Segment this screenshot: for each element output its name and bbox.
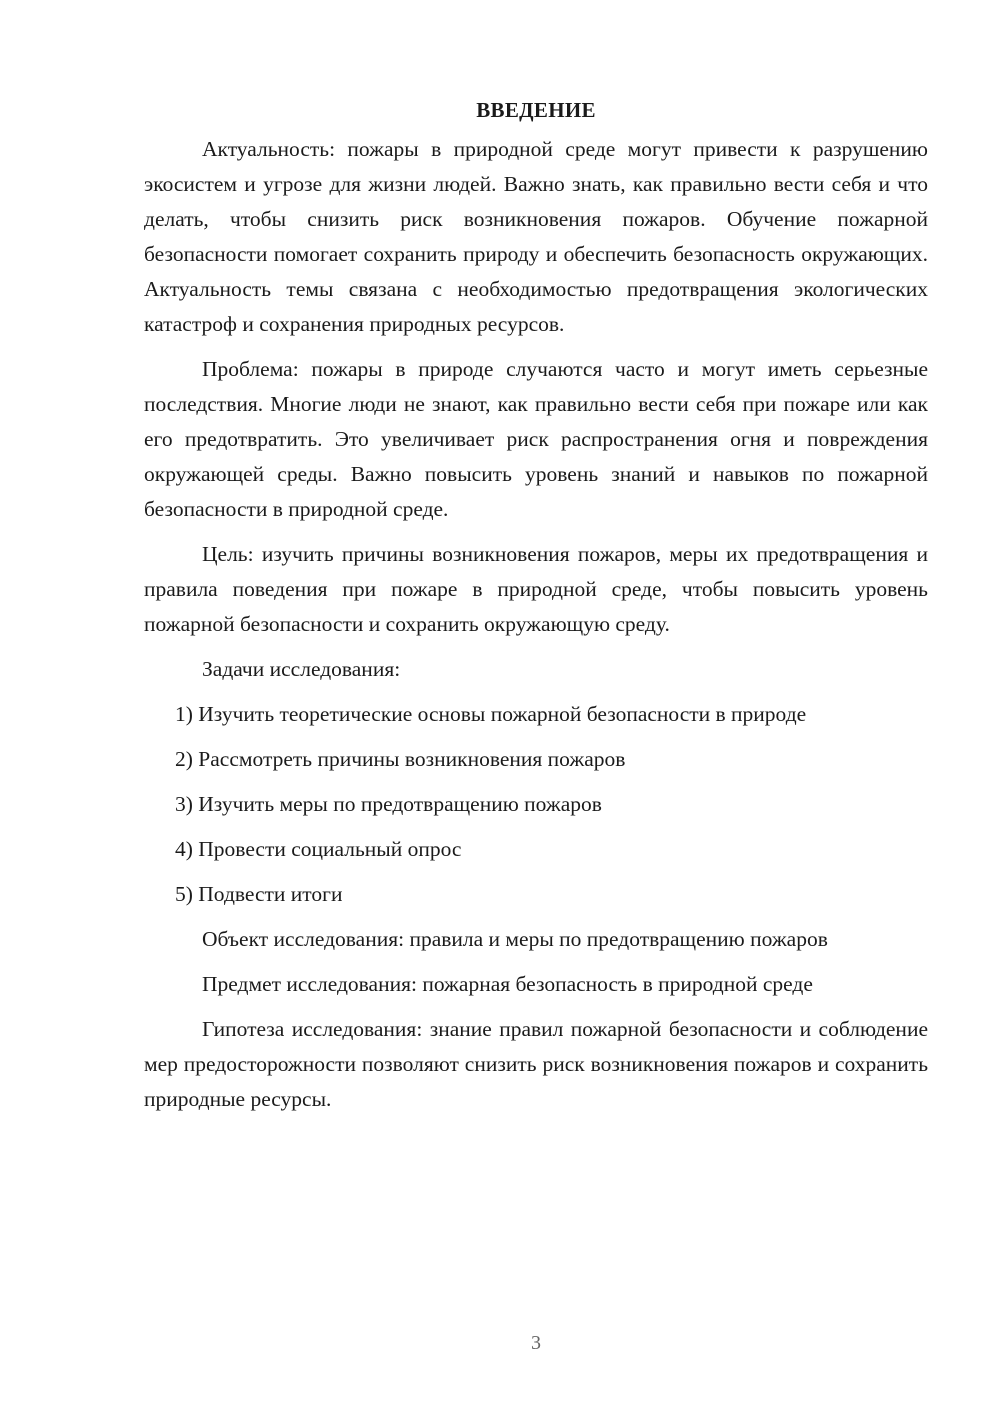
tasks-list (144, 697, 928, 912)
problem-paragraph: Проблема: пожары в природе случаются часто и могут иметь серьезные последствия. Многие люди не знают, как правильно вести себя при пожаре или как его предотвратить. Это увеличивает риск распространения огня и повреждения окружающей среды. Важно повысить уровень знаний и навыков по пожарной безопасности в природной среде. (144, 357, 928, 521)
goal-paragraph: Цель: изучить причины возникновения пожаров, меры их предотвращения и правила поведения при пожаре в природной среде, чтобы повысить уровень пожарной безопасности и сохранить окружающую среду. (144, 542, 928, 636)
list-item: 3) Изучить меры по предотвращению пожаров (175, 792, 602, 816)
tasks-title: Задачи исследования: (202, 657, 401, 681)
object-paragraph: Объект исследования: правила и меры по предотвращению пожаров (202, 927, 828, 951)
hypothesis-paragraph: Гипотеза исследования: знание правил пожарной безопасности и соблюдение мер предосторожности позволяют снизить риск возникновения пожаров и сохранить природные ресурсы. (144, 1017, 928, 1111)
list-item: 5) Подвести итоги (175, 882, 343, 906)
list-item: 2) Рассмотреть причины возникновения пожаров (175, 747, 626, 771)
document-page (144, 92, 928, 1127)
list-item: 1) Изучить теоретические основы пожарной безопасности в природе (175, 702, 807, 726)
list-item: 4) Провести социальный опрос (175, 837, 462, 861)
relevance-paragraph: Актуальность: пожары в природной среде могут привести к разрушению экосистем и угрозе для жизни людей. Важно знать, как правильно вести себя и что делать, чтобы снизить риск возникновения пожаров. Обучение пожарной безопасности помогает сохранить природу и обеспечить безопасность окружающих. Актуальность темы связана с необходимостью предотвращения экологических катастроф и сохранения природных ресурсов. (144, 137, 928, 336)
subject-paragraph: Предмет исследования: пожарная безопасность в природной среде (202, 972, 813, 996)
page-title: ВВЕДЕНИЕ (476, 98, 596, 122)
page-number: 3 (531, 1332, 541, 1354)
